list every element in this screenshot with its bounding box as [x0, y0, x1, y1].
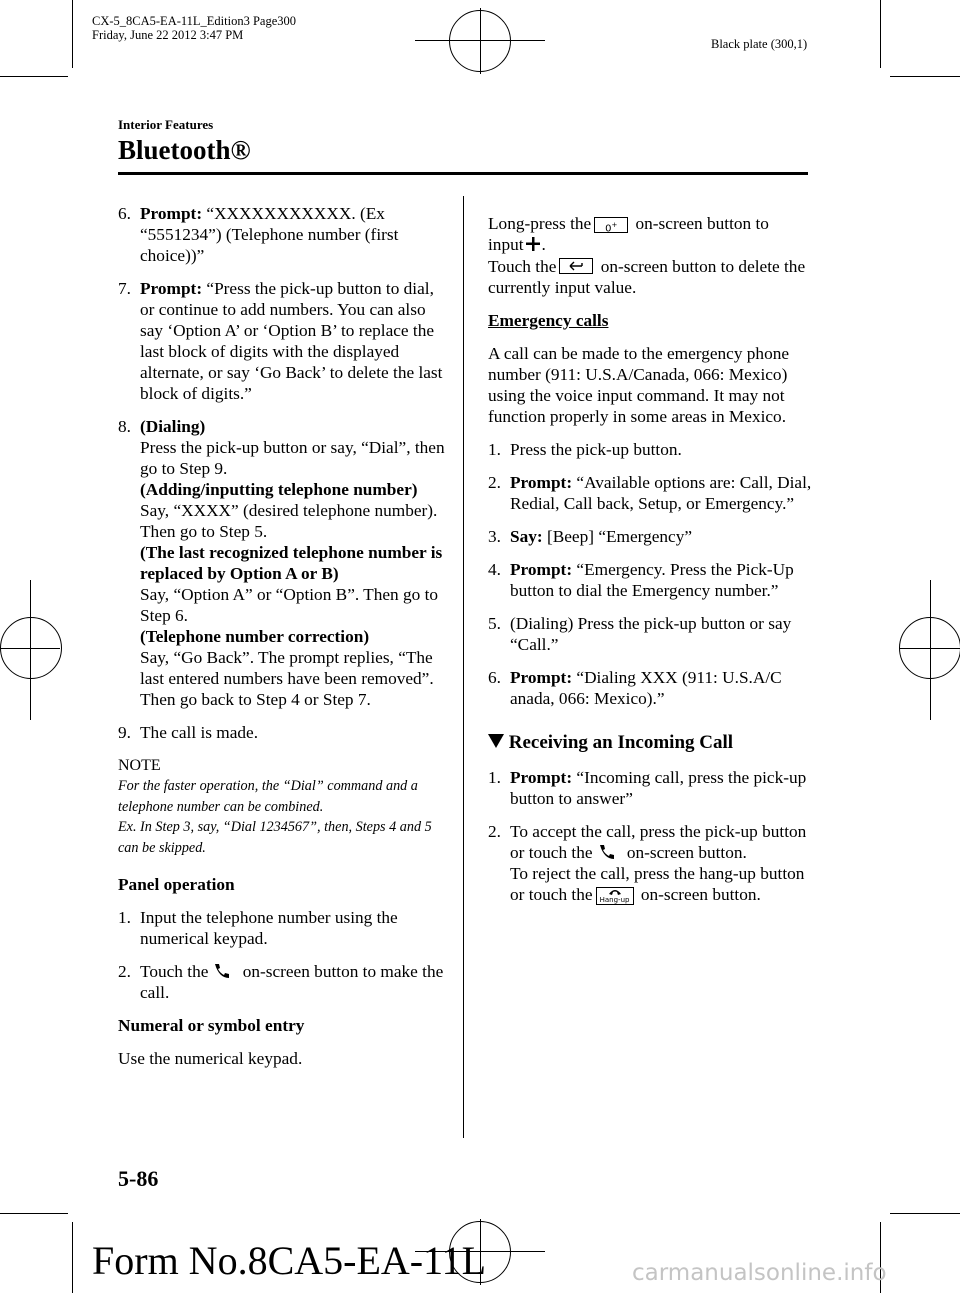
step-number: 2.: [488, 473, 501, 492]
step-text: on-screen button.: [636, 885, 761, 904]
step-number: 1.: [488, 768, 501, 787]
text: .: [541, 235, 546, 254]
step-text: (Dialing) Press the pick-up button or say “Call.”: [510, 614, 792, 654]
input-line: [488, 234, 813, 256]
step-text: Say, “XXXX” (desired telephone number). Then go to Step 5.: [140, 501, 438, 541]
step-text: Say, “Option A” or “Option B”. Then go to Step 6.: [140, 585, 439, 625]
emergency-step-2: [488, 472, 813, 514]
print-job-line-2: Friday, June 22 2012 3:47 PM: [92, 28, 244, 42]
print-job-info: [92, 14, 296, 42]
step-number: 9.: [118, 723, 131, 742]
panel-operation-heading: Panel operation: [118, 875, 235, 894]
emergency-step-4: [488, 559, 813, 601]
step-text: Press the pick-up button or say, “Dial”, then go to Step 9.: [140, 438, 445, 478]
crop-mark: [890, 1213, 960, 1214]
step-number: 7.: [118, 279, 131, 298]
section-title: Bluetooth®: [118, 135, 251, 165]
backspace-button-icon: [559, 258, 593, 274]
numeral-entry-text: Use the numerical keypad.: [118, 1049, 303, 1068]
step-text: The call is made.: [140, 723, 259, 742]
hang-up-label: Hang-up: [599, 896, 630, 904]
plus-label: +: [611, 220, 618, 229]
long-press-line: [488, 213, 813, 234]
emergency-step-3: [488, 526, 813, 547]
step-number: 6.: [118, 204, 131, 223]
watermark: carmanualsonline.info: [632, 1260, 887, 1286]
emergency-step-6: [488, 667, 813, 709]
step-number: 5.: [488, 614, 501, 633]
hang-up-button-icon: [596, 887, 634, 905]
step-text: “Press the pick-up button to dial, or continue to add numbers. You can also say ‘Option A’ or ‘Option B’ to replace the last block of digits with the displayed alternate, or say ‘Go Back’ to delete the last block of digits.”: [140, 279, 443, 403]
column-divider: [463, 196, 464, 1138]
heading-text: Receiving an Incoming Call: [508, 732, 734, 753]
plate-label: Black plate (300,1): [711, 37, 808, 51]
right-column: [488, 213, 813, 905]
step-number: 6.: [488, 668, 501, 687]
step-text: To accept the call, press the pick-up button or touch the: [510, 822, 807, 862]
call-button-icon: [211, 963, 235, 979]
crop-mark: [72, 0, 73, 68]
registration-mark: [0, 617, 62, 679]
step-number: 1.: [488, 440, 501, 459]
text: input: [488, 235, 524, 254]
emergency-calls-heading: Emergency calls: [488, 311, 609, 330]
crop-mark: [0, 76, 68, 77]
emergency-step-5: [488, 613, 813, 655]
crop-mark: [880, 0, 881, 68]
step-number: 2.: [488, 822, 501, 841]
text: Long-press the: [488, 214, 592, 233]
crop-mark: [0, 1213, 68, 1214]
section-rule: [118, 172, 808, 175]
step-number: 1.: [118, 908, 131, 927]
panel-step-1: [118, 907, 450, 949]
step-number: 2.: [118, 962, 131, 981]
step-number: 4.: [488, 560, 501, 579]
registration-mark: [449, 10, 511, 72]
crop-mark: [72, 1222, 73, 1293]
step-text: Press the pick-up button.: [510, 440, 682, 459]
text: Touch the: [488, 257, 557, 276]
plus-icon: [526, 235, 540, 256]
text: on-screen button to: [631, 214, 769, 233]
say-label: Say:: [510, 527, 543, 546]
delete-line: [488, 256, 813, 298]
step-8: [118, 416, 450, 710]
step-9: [118, 722, 450, 743]
numeral-entry-heading: Numeral or symbol entry: [118, 1016, 305, 1035]
zero-label: 0: [605, 223, 612, 234]
emergency-step-1: [488, 439, 813, 460]
step-text: “XXXXXXXXXXX. (Ex “5551234”) (Telephone number (first choice))”: [140, 204, 399, 265]
receiving-call-heading: [488, 731, 813, 755]
step-subheading: (The last recognized telephone number is replaced by Option A or B): [140, 543, 443, 583]
panel-step-2: [118, 961, 450, 1003]
prompt-label: Prompt:: [510, 768, 573, 787]
emergency-intro-text: A call can be made to the emergency phone number (911: U.S.A/Canada, 066: Mexico) using the voice input command. It may not function properly in some areas in Mexico.: [488, 344, 790, 426]
step-text: To reject the call, press the hang-up button or touch the: [510, 864, 805, 904]
step-text: on-screen button.: [622, 843, 747, 862]
step-text: Say, “Go Back”. The prompt replies, “The last entered numbers have been removed”. Then go back to Step 4 or Step 7.: [140, 648, 434, 709]
step-number: 3.: [488, 527, 501, 546]
form-number: Form No.8CA5-EA-11L: [92, 1238, 487, 1283]
prompt-label: Prompt:: [140, 279, 203, 298]
prompt-label: Prompt:: [510, 560, 573, 579]
step-subheading: (Dialing): [140, 417, 206, 436]
prompt-label: Prompt:: [140, 204, 203, 223]
pick-up-button-icon: [596, 844, 620, 860]
step-text: Input the telephone number using the numerical keypad.: [140, 908, 398, 948]
step-text: “Dialing XXX (911: U.S.A/C anada, 066: Mexico).”: [510, 668, 782, 708]
step-text: Touch the: [140, 962, 209, 981]
step-7: [118, 278, 450, 404]
receiving-step-2: [488, 821, 813, 905]
step-text: “Incoming call, press the pick-up button to answer”: [510, 768, 807, 808]
step-text: “Emergency. Press the Pick-Up button to dial the Emergency number.”: [510, 560, 794, 600]
step-subheading: (Telephone number correction): [140, 627, 370, 646]
step-subheading: (Adding/inputting telephone number): [140, 480, 418, 499]
note-label: NOTE: [118, 757, 161, 774]
left-column: [118, 203, 450, 1069]
receiving-step-1: [488, 767, 813, 809]
step-6: [118, 203, 450, 266]
triangle-marker-icon: [488, 731, 504, 755]
text: on-screen button to delete the currently input value.: [488, 257, 806, 297]
step-text: “Available options are: Call, Dial, Redial, Call back, Setup, or Emergency.”: [510, 473, 812, 513]
step-text: [Beep] “Emergency”: [542, 527, 693, 546]
note-text: Ex. In Step 3, say, “Dial 1234567”, then, Steps 4 and 5 can be skipped.: [118, 819, 432, 856]
print-job-line-1: CX-5_8CA5-EA-11L_Edition3 Page300: [92, 14, 297, 28]
prompt-label: Prompt:: [510, 473, 573, 492]
page-number: 5-86: [118, 1166, 159, 1191]
registration-mark: [899, 617, 960, 679]
step-text: on-screen button to make the call.: [140, 962, 444, 1002]
step-number: 8.: [118, 417, 131, 436]
note-text: For the faster operation, the “Dial” command and a telephone number can be combined.: [118, 778, 418, 815]
section-subtitle: Interior Features: [118, 117, 214, 132]
crop-mark: [890, 76, 960, 77]
zero-plus-button-icon: [594, 217, 628, 233]
prompt-label: Prompt:: [510, 668, 573, 687]
